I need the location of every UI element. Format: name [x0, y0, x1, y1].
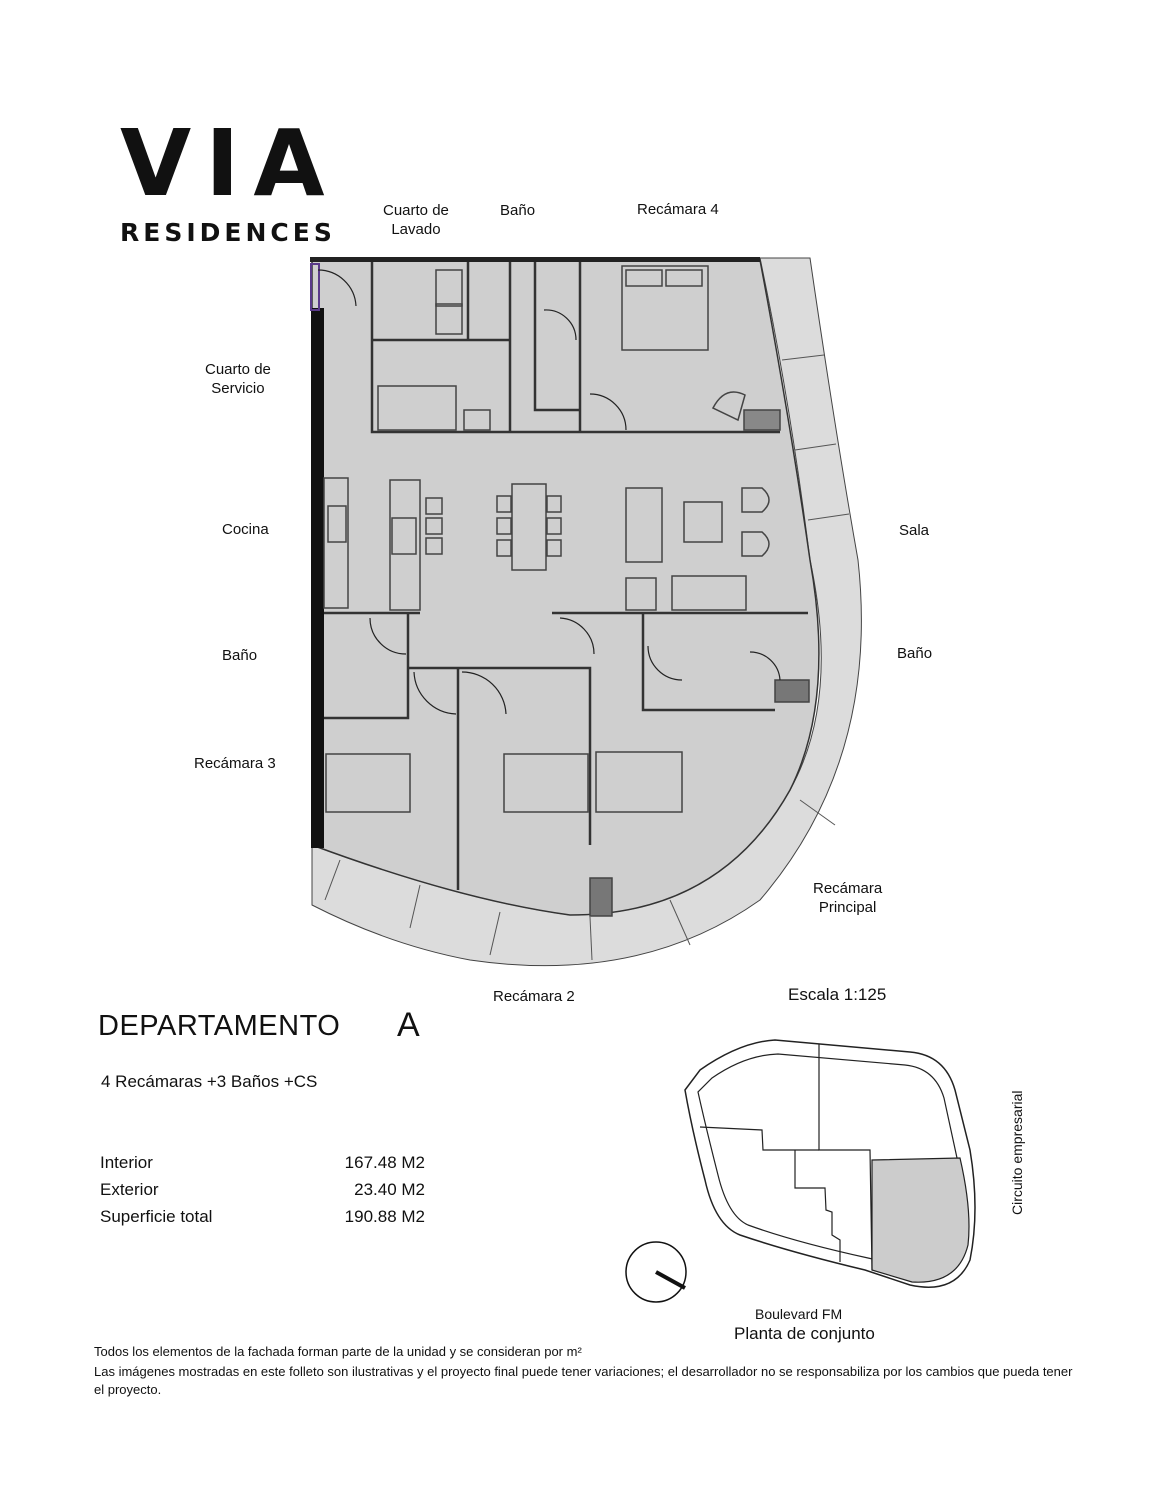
wall-west	[311, 308, 324, 848]
area-label: Interior	[100, 1153, 153, 1172]
label-kitchen: Cocina	[222, 521, 269, 538]
area-value: 167.48 M2	[344, 1153, 425, 1172]
label-bath-left: Baño	[222, 647, 258, 664]
unit-summary: 4 Recámaras +3 Baños +CS	[101, 1072, 318, 1091]
north-arrow	[623, 1238, 693, 1308]
site-divisions	[700, 1044, 872, 1270]
wall-top	[310, 257, 760, 262]
label-bath-top: Baño	[500, 202, 536, 219]
label-bedroom-4: Recámara 4	[637, 201, 719, 218]
label-master-bedroom	[813, 880, 882, 918]
note-line-1: Todos los elementos de la fachada forman parte de la unidad y se consideran por m²	[94, 1344, 582, 1359]
area-value: 190.88 M2	[344, 1207, 425, 1226]
site-plan-title: Planta de conjunto	[734, 1324, 875, 1343]
road-bottom-label: Boulevard FM	[755, 1306, 843, 1322]
road-right-label: Circuito empresarial	[1009, 1090, 1025, 1215]
area-value: 23.40 M2	[354, 1180, 425, 1199]
unit-a-highlight	[872, 1158, 969, 1282]
label-laundry	[383, 202, 449, 240]
brand-name: VIA	[120, 110, 339, 217]
area-label: Superficie total	[100, 1207, 213, 1226]
area-label: Exterior	[100, 1180, 159, 1199]
north-arrow-needle	[656, 1272, 685, 1288]
label-bedroom-2: Recámara 2	[493, 988, 575, 1005]
label-laundry-text: Cuarto de Lavado	[383, 202, 449, 238]
scale-label: Escala 1:125	[788, 985, 887, 1004]
label-master-text: Recámara Principal	[813, 880, 883, 916]
note-line-2: Las imágenes mostradas en este folleto son ilustrativas y el proyecto final puede tener variaciones; el desarrollador no se responsabiliza por los cambios que pueda tener el proyecto.	[94, 1364, 1073, 1397]
label-bath-right: Baño	[897, 645, 933, 662]
unit-label: DEPARTAMENTO	[98, 1010, 341, 1042]
label-service-room	[205, 361, 271, 399]
brand-subtitle: RESIDENCES	[120, 218, 336, 247]
label-service-text: Cuarto de Servicio	[205, 361, 271, 397]
label-living: Sala	[899, 522, 930, 539]
interior-floor	[312, 260, 819, 915]
label-bedroom-3: Recámara 3	[194, 755, 276, 772]
unit-letter: A	[397, 1006, 420, 1044]
